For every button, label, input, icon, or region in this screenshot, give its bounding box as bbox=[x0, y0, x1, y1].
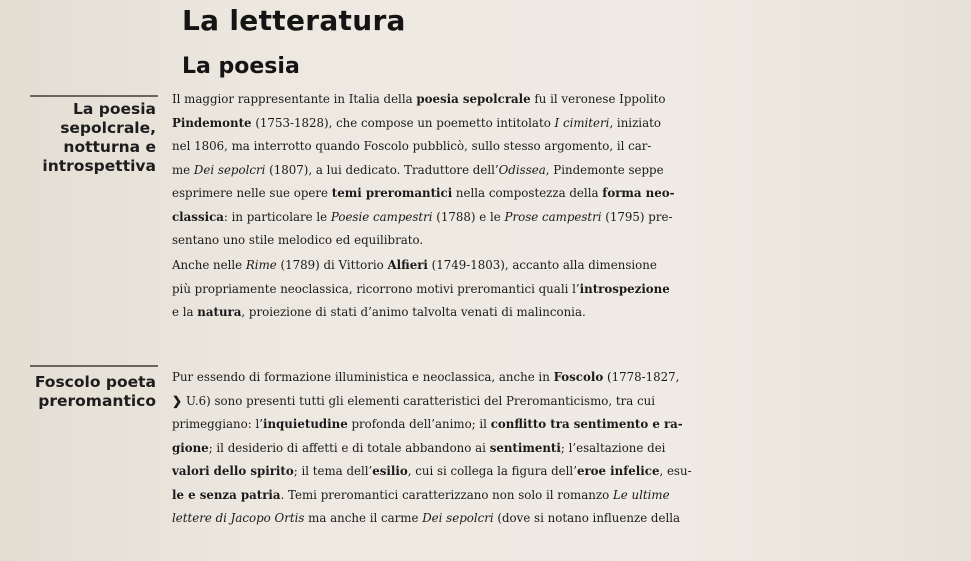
text-line: valori dello spirito; il tema dell’esilio, cui si collega la figura dell’eroe infelice, esu- bbox=[172, 464, 692, 478]
paragraph-pindemonte bbox=[172, 88, 962, 253]
sidenote-1: La poesia sepolcrale, notturna e introspettiva bbox=[42, 100, 156, 175]
sidenote-2-rule bbox=[30, 365, 158, 367]
text-line: Pur essendo di formazione illuministica e neoclassica, anche in Foscolo (1778-1827, bbox=[172, 370, 680, 384]
text-line: primeggiano: l’inquietudine profonda dell’animo; il conflitto tra sentimento e ra- bbox=[172, 417, 683, 431]
text-line: ❯ U.6) sono presenti tutti gli elementi caratteristici del Preromanticismo, tra cui bbox=[172, 393, 656, 408]
sidenote-2: Foscolo poeta preromantico bbox=[34, 373, 156, 410]
cross-reference-arrow-icon[interactable]: ❯ bbox=[172, 393, 186, 408]
cross-reference-link[interactable]: U.6 bbox=[186, 393, 207, 408]
text-line: classica: in particolare le Poesie campestri (1788) e le Prose campestri (1795) pre- bbox=[172, 209, 673, 224]
text-line: Il maggior rappresentante in Italia della poesia sepolcrale fu il veronese Ippolito bbox=[172, 92, 666, 106]
text-line: più propriamente neoclassica, ricorrono motivi preromantici quali l’introspezione bbox=[172, 281, 670, 296]
paragraph-alfieri bbox=[172, 254, 962, 325]
text-line: gione; il desiderio di affetti e di totale abbandono ai sentimenti; l’esaltazione dei bbox=[172, 440, 666, 455]
sidenote-1-rule bbox=[30, 95, 158, 97]
text-line: le e senza patria. Temi preromantici caratterizzano non solo il romanzo Le ultime bbox=[172, 487, 670, 502]
text-line: lettere di Jacopo Ortis ma anche il carme Dei sepolcri (dove si notano influenze della bbox=[172, 511, 681, 525]
paragraph-foscolo bbox=[172, 366, 962, 531]
text-line: me Dei sepolcri (1807), a lui dedicato. Traduttore dell’Odissea, Pindemonte seppe bbox=[172, 162, 664, 177]
text-line: e la natura, proiezione di stati d’animo talvolta venati di malinconia. bbox=[172, 305, 586, 319]
text-line: sentano uno stile melodico ed equilibrato. bbox=[172, 233, 424, 247]
text-line: nel 1806, ma interrotto quando Foscolo pubblicò, sullo stesso argomento, il car- bbox=[172, 139, 652, 153]
page-title: La letteratura bbox=[182, 4, 406, 37]
text-line: Pindemonte (1753-1828), che compose un poemetto intitolato I cimiteri, iniziato bbox=[172, 115, 661, 130]
text-line: Anche nelle Rime (1789) di Vittorio Alfieri (1749-1803), accanto alla dimensione bbox=[172, 258, 657, 272]
section-title: La poesia bbox=[182, 54, 300, 79]
text-line: esprimere nelle sue opere temi preromantici nella compostezza della forma neo- bbox=[172, 186, 675, 200]
